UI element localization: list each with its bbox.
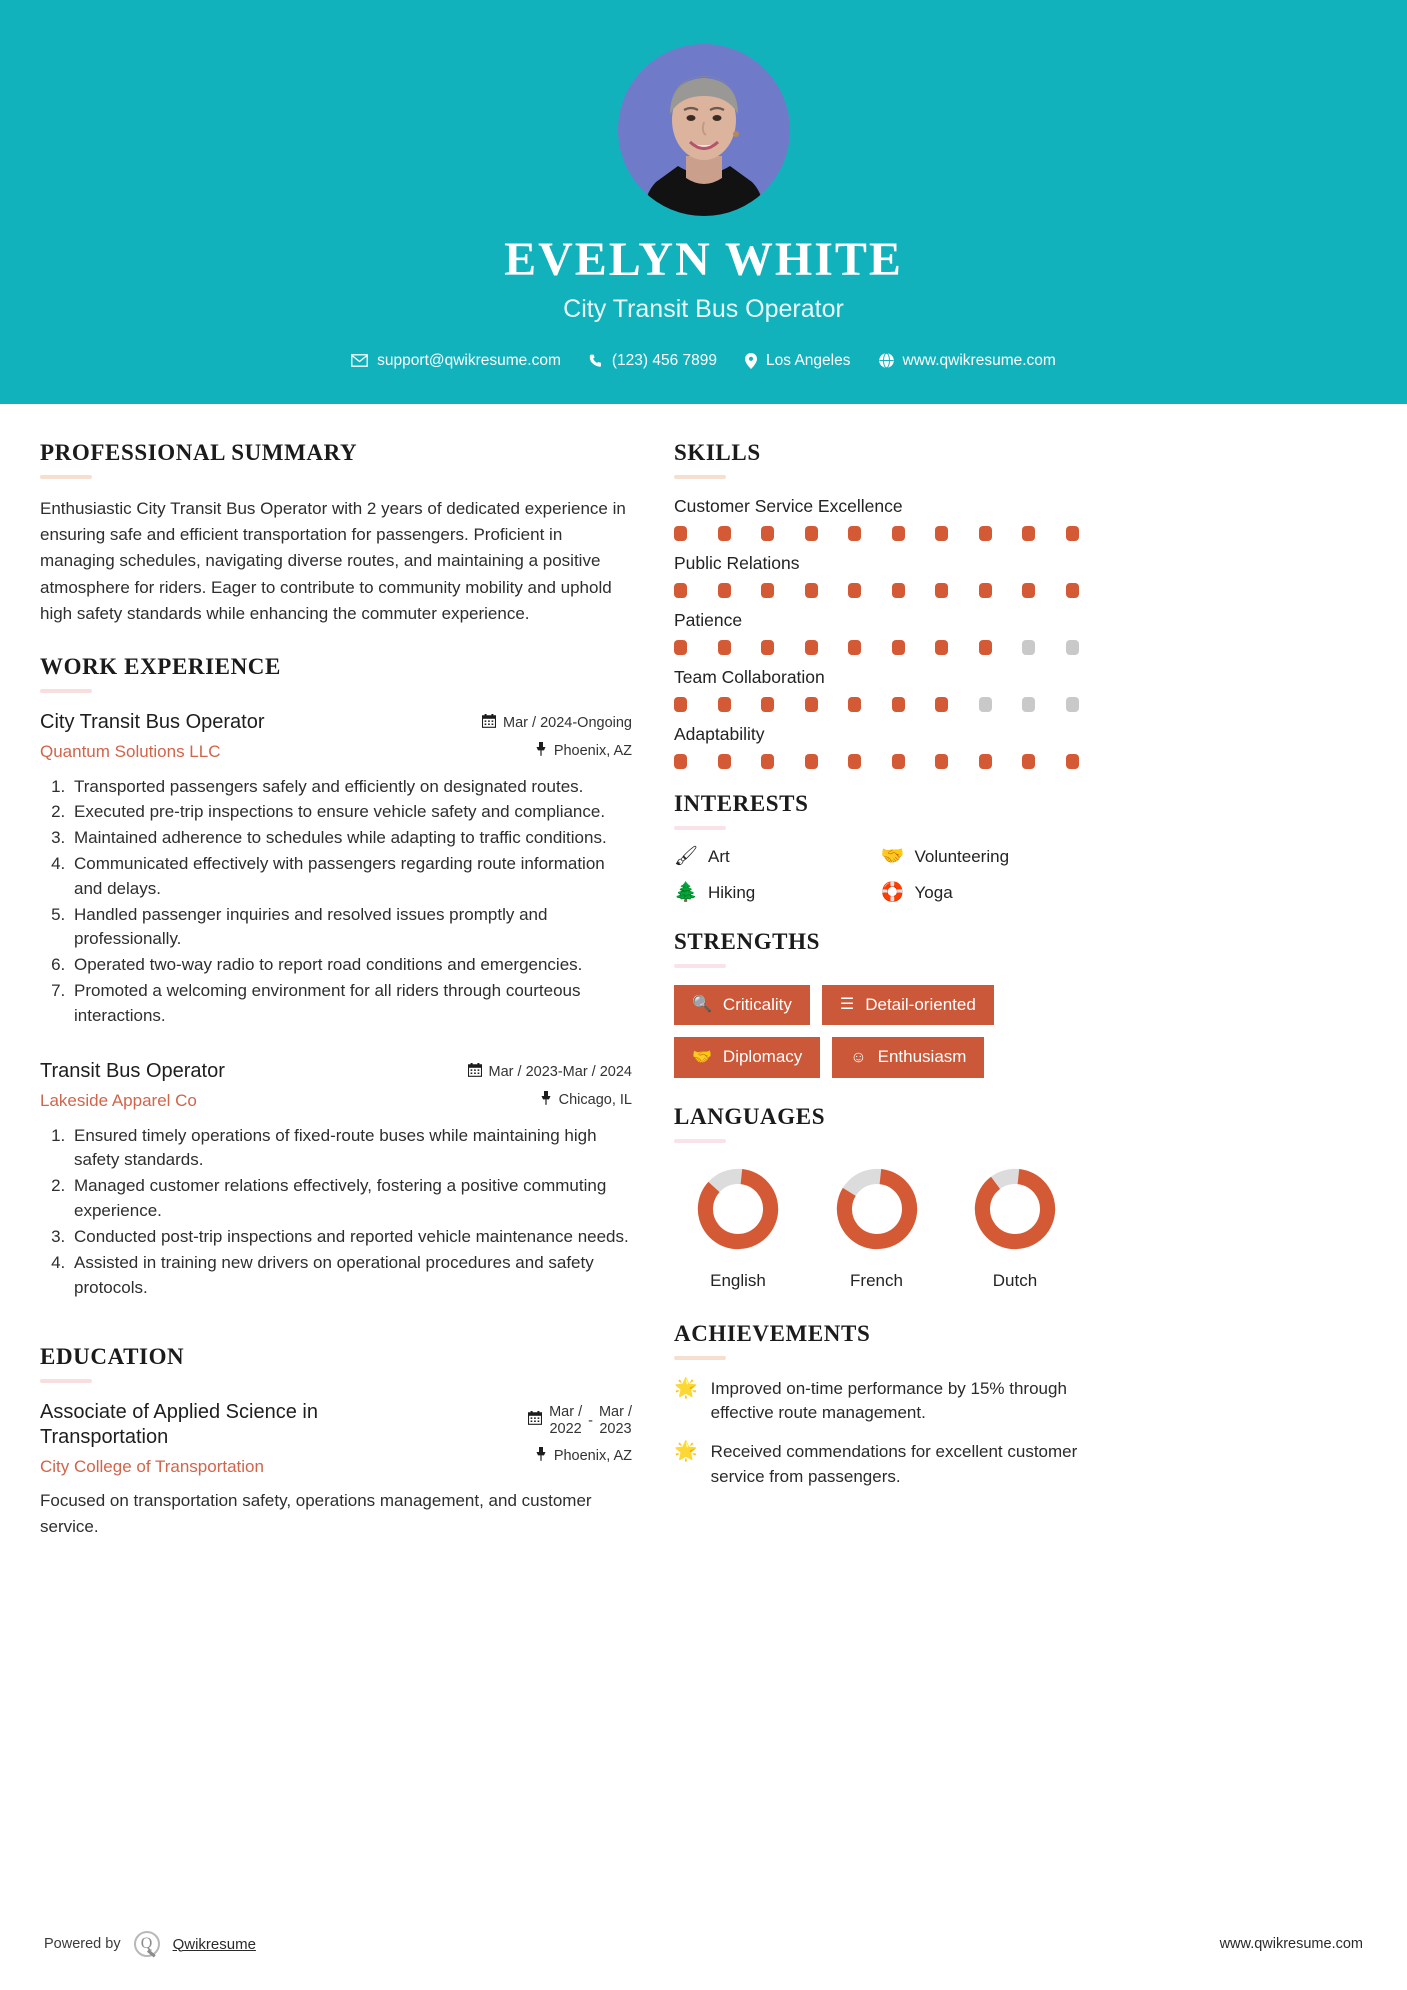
contact-email[interactable]: [351, 352, 561, 370]
contact-phone-text: (123) 456 7899: [611, 351, 718, 369]
education-location-text: Phoenix, AZ: [553, 1448, 632, 1465]
skill-rating: [674, 583, 1079, 598]
education-description: Focused on transportation safety, operations management, and customer service.: [40, 1491, 592, 1536]
evergreen-tree-icon: 🌲: [674, 882, 698, 904]
pushpin-icon: [535, 1447, 547, 1466]
work-role: City Transit Bus Operator: [40, 710, 265, 733]
language-label: Dutch: [992, 1271, 1038, 1291]
skill-dot-filled: [979, 640, 992, 655]
skill-dot-filled: [892, 754, 905, 769]
skill-dot-filled: [718, 697, 731, 712]
section-rule: [40, 1379, 92, 1383]
language-item: [821, 1166, 933, 1291]
interest-label: Yoga: [914, 882, 953, 902]
work-entry: [40, 710, 632, 1029]
interest-label: Volunteering: [914, 846, 1010, 866]
section-rule: [674, 964, 726, 968]
magnifier-icon: 🔍: [692, 996, 712, 1014]
section-strengths: [674, 929, 1079, 1078]
skill-dot-filled: [848, 583, 861, 598]
strengths-tags: [674, 985, 1079, 1078]
map-pin-icon: [745, 353, 757, 369]
achievement-text: Improved on-time performance by 15% through effective route management.: [710, 1379, 1067, 1423]
skill-dot-filled: [718, 640, 731, 655]
section-title-strengths: STRENGTHS: [674, 928, 821, 954]
powered-by-label: Powered by: [44, 1936, 121, 1952]
skill-dot-filled: [1022, 526, 1035, 541]
envelope-icon: [351, 354, 368, 367]
section-rule: [40, 689, 92, 693]
work-bullet: 1. Ensured timely operations of fixed-route buses while maintaining high safety standards.: [70, 1124, 632, 1174]
education-location: [467, 1447, 632, 1466]
interests-grid: [674, 847, 1079, 903]
work-bullet: 3. Conducted post-trip inspections and reported vehicle maintenance needs.: [70, 1225, 632, 1250]
section-languages: [674, 1104, 1079, 1291]
strength-label: Criticality: [722, 994, 792, 1014]
work-entry: [40, 1059, 632, 1301]
strength-label: Enthusiasm: [877, 1047, 967, 1067]
skill-dot-filled: [761, 640, 774, 655]
work-location: [467, 1091, 632, 1110]
section-title-summary: PROFESSIONAL SUMMARY: [40, 439, 358, 465]
resume-body: [0, 404, 1407, 1566]
education-date-start: Mar / 2022: [549, 1404, 583, 1437]
language-item: [959, 1166, 1071, 1291]
skill-dot-filled: [935, 754, 948, 769]
section-title-work: WORK EXPERIENCE: [40, 653, 281, 679]
section-title-achievements: ACHIEVEMENTS: [674, 1321, 871, 1347]
skill-dot-filled: [848, 697, 861, 712]
work-bullet: 3. Maintained adherence to schedules while adapting to traffic conditions.: [70, 826, 632, 851]
globe-icon: [879, 353, 894, 368]
section-achievements: [674, 1321, 1079, 1489]
achievement-item: [674, 1440, 1079, 1488]
work-location-text: Phoenix, AZ: [553, 743, 632, 760]
language-donut-chart: [834, 1166, 920, 1252]
work-bullet: 4. Assisted in training new drivers on operational procedures and safety protocols.: [70, 1251, 632, 1301]
contact-phone[interactable]: [589, 352, 717, 370]
skill-dot-filled: [848, 640, 861, 655]
skill-dot-empty: [1066, 640, 1079, 655]
work-location-text: Chicago, IL: [558, 1092, 632, 1109]
skill-dot-filled: [892, 583, 905, 598]
skill-dot-filled: [848, 526, 861, 541]
skill-item: [674, 667, 1079, 712]
skill-rating: [674, 526, 1079, 541]
skill-dot-filled: [718, 754, 731, 769]
skill-dot-empty: [1066, 697, 1079, 712]
skill-item: [674, 610, 1079, 655]
left-column: [40, 440, 632, 1566]
section-rule: [674, 826, 726, 830]
languages-list: [674, 1160, 1079, 1291]
brand-link[interactable]: Qwikresume: [172, 1935, 256, 1953]
contact-location-text: Los Angeles: [766, 351, 851, 369]
skill-dot-filled: [848, 754, 861, 769]
skill-dot-filled: [935, 697, 948, 712]
section-title-languages: LANGUAGES: [674, 1104, 826, 1130]
right-column: [674, 440, 1079, 1507]
section-title-skills: SKILLS: [674, 439, 761, 465]
work-organization: Quantum Solutions LLC: [40, 741, 221, 761]
skill-item: [674, 553, 1079, 598]
interest-item-hiking: [674, 883, 873, 903]
skill-dot-empty: [1022, 697, 1035, 712]
skill-rating: [674, 697, 1079, 712]
section-work-experience: [40, 654, 632, 1301]
section-title-interests: INTERESTS: [674, 790, 809, 816]
skill-label: Public Relations: [674, 552, 800, 573]
skill-dot-filled: [892, 526, 905, 541]
skill-dot-filled: [979, 526, 992, 541]
skill-dot-filled: [761, 697, 774, 712]
work-role: Transit Bus Operator: [40, 1059, 225, 1082]
language-label: English: [710, 1271, 766, 1291]
section-rule: [674, 1139, 726, 1143]
interest-item-yoga: [881, 883, 1080, 903]
work-location: [467, 742, 632, 761]
avatar: [618, 44, 790, 216]
work-bullets: [40, 1124, 632, 1301]
skill-item: [674, 724, 1079, 769]
achievement-item: [674, 1377, 1079, 1425]
work-bullet: 2. Executed pre-trip inspections to ensure vehicle safety and compliance.: [70, 800, 632, 825]
skill-label: Team Collaboration: [674, 666, 825, 687]
skill-dot-filled: [805, 697, 818, 712]
skill-dot-filled: [805, 583, 818, 598]
work-bullet: 1. Transported passengers safely and efficiently on designated routes.: [70, 775, 632, 800]
work-bullet: 5. Handled passenger inquiries and resolved issues promptly and professionally.: [70, 903, 632, 953]
skill-dot-filled: [761, 583, 774, 598]
shooting-star-icon: 🌟: [674, 1378, 698, 1400]
pushpin-icon: [535, 742, 547, 761]
pushpin-icon: [540, 1091, 552, 1110]
skill-dot-filled: [935, 526, 948, 541]
work-organization: Lakeside Apparel Co: [40, 1090, 197, 1110]
education-date-end: Mar / 2023: [598, 1404, 632, 1437]
skill-item: [674, 496, 1079, 541]
skill-dot-filled: [674, 526, 687, 541]
skill-dot-filled: [1066, 583, 1079, 598]
education-degree: Associate of Applied Science in Transportation: [40, 1401, 318, 1449]
skill-rating: [674, 640, 1079, 655]
interest-label: Art: [708, 846, 730, 866]
work-dates-text: Mar / 2023-Mar / 2024: [488, 1064, 632, 1081]
education-entry: [40, 1400, 632, 1539]
resume-footer: [0, 1898, 1407, 1990]
skill-dot-filled: [718, 583, 731, 598]
achievement-text: Received commendations for excellent customer service from passengers.: [710, 1442, 1078, 1486]
summary-text: Enthusiastic City Transit Bus Operator with 2 years of dedicated experience in ensuring safe and efficient transportation for passengers. Proficient in managing schedules, navigating diverse routes, and maintaining a positive atmosphere for riders. Eager to contribute to community mobility and uphold high safety standards while enhancing the commuter experience.: [40, 498, 626, 624]
contact-website-text: www.qwikresume.com: [902, 351, 1056, 369]
work-dates-text: Mar / 2024-Ongoing: [503, 715, 632, 732]
paintbrush-icon: 🖌: [674, 846, 699, 868]
skill-dot-filled: [674, 754, 687, 769]
job-title: City Transit Bus Operator: [563, 294, 844, 323]
skill-dot-filled: [674, 583, 687, 598]
work-bullets: [40, 775, 632, 1029]
work-bullet: 6. Operated two-way radio to report road conditions and emergencies.: [70, 953, 632, 978]
skill-dot-filled: [718, 526, 731, 541]
skill-dot-filled: [674, 640, 687, 655]
education-school: City College of Transportation: [40, 1457, 264, 1477]
contact-website[interactable]: [879, 352, 1056, 370]
skill-dot-filled: [1066, 754, 1079, 769]
skill-dot-filled: [761, 754, 774, 769]
section-rule: [674, 1356, 726, 1360]
smiley-icon: ☺: [850, 1048, 867, 1066]
education-dates: [467, 1404, 632, 1437]
skill-dot-filled: [805, 640, 818, 655]
language-donut-chart: [972, 1166, 1058, 1252]
section-education: [40, 1344, 632, 1539]
strength-tag-detail-oriented: [822, 985, 994, 1026]
language-item: [682, 1166, 794, 1291]
skill-dot-filled: [761, 526, 774, 541]
strength-tag-enthusiasm: [832, 1037, 984, 1078]
page-title: EVELYN WHITE: [504, 233, 903, 286]
section-professional-summary: [40, 440, 632, 628]
work-bullet: 4. Communicated effectively with passengers regarding route information and delays.: [70, 852, 632, 902]
language-label: French: [850, 1271, 903, 1291]
skill-dot-filled: [1022, 754, 1035, 769]
skill-dot-filled: [892, 640, 905, 655]
education-date-separator: -: [588, 1412, 593, 1429]
calendar-icon: [528, 1411, 542, 1430]
section-rule: [40, 475, 92, 479]
skill-rating: [674, 754, 1079, 769]
handshake-icon: 🤝: [880, 846, 905, 868]
contact-location: [745, 352, 850, 370]
skill-dot-empty: [1022, 640, 1035, 655]
skill-label: Customer Service Excellence: [674, 495, 903, 516]
phone-icon: [589, 354, 603, 368]
skill-dot-filled: [805, 526, 818, 541]
strength-label: Detail-oriented: [865, 994, 976, 1014]
skill-dot-filled: [935, 583, 948, 598]
work-dates: [467, 714, 632, 733]
work-bullet: 7. Promoted a welcoming environment for all riders through courteous interactions.: [70, 979, 632, 1029]
contact-row: [0, 352, 1407, 370]
skills-list: [674, 496, 1079, 769]
strength-tag-diplomacy: [674, 1037, 820, 1078]
skill-label: Adaptability: [674, 723, 765, 744]
language-donut-chart: [695, 1166, 781, 1252]
skill-dot-empty: [979, 697, 992, 712]
footer-website[interactable]: www.qwikresume.com: [1219, 1936, 1363, 1952]
interest-item-volunteering: [881, 847, 1080, 867]
calendar-icon: [482, 714, 496, 733]
footer-branding: [44, 1931, 256, 1957]
section-interests: [674, 791, 1079, 903]
shooting-star-icon: 🌟: [674, 1441, 698, 1463]
section-skills: [674, 440, 1079, 769]
work-dates: [467, 1063, 632, 1082]
strength-tag-criticality: [674, 985, 810, 1026]
life-ring-icon: 🛟: [880, 882, 905, 904]
list-icon: ☰: [839, 996, 855, 1014]
interest-item-art: [674, 847, 873, 867]
skill-dot-filled: [674, 697, 687, 712]
calendar-icon: [468, 1063, 482, 1082]
avatar-portrait-icon: [638, 58, 770, 216]
handshake-icon: 🤝: [692, 1048, 712, 1066]
skill-dot-filled: [935, 640, 948, 655]
skill-dot-filled: [805, 754, 818, 769]
work-bullet: 2. Managed customer relations effectively, fostering a positive commuting experience.: [70, 1174, 632, 1224]
resume-header: [0, 0, 1407, 404]
section-title-education: EDUCATION: [40, 1344, 185, 1370]
skill-label: Patience: [674, 609, 743, 630]
skill-dot-filled: [1022, 583, 1035, 598]
skill-dot-filled: [979, 754, 992, 769]
skill-dot-filled: [1066, 526, 1079, 541]
skill-dot-filled: [979, 583, 992, 598]
strength-label: Diplomacy: [722, 1047, 803, 1067]
interest-label: Hiking: [708, 882, 756, 902]
section-rule: [674, 475, 726, 479]
qwikresume-logo-icon: Q: [134, 1931, 160, 1957]
skill-dot-filled: [892, 697, 905, 712]
contact-email-text: support@qwikresume.com: [377, 351, 561, 369]
